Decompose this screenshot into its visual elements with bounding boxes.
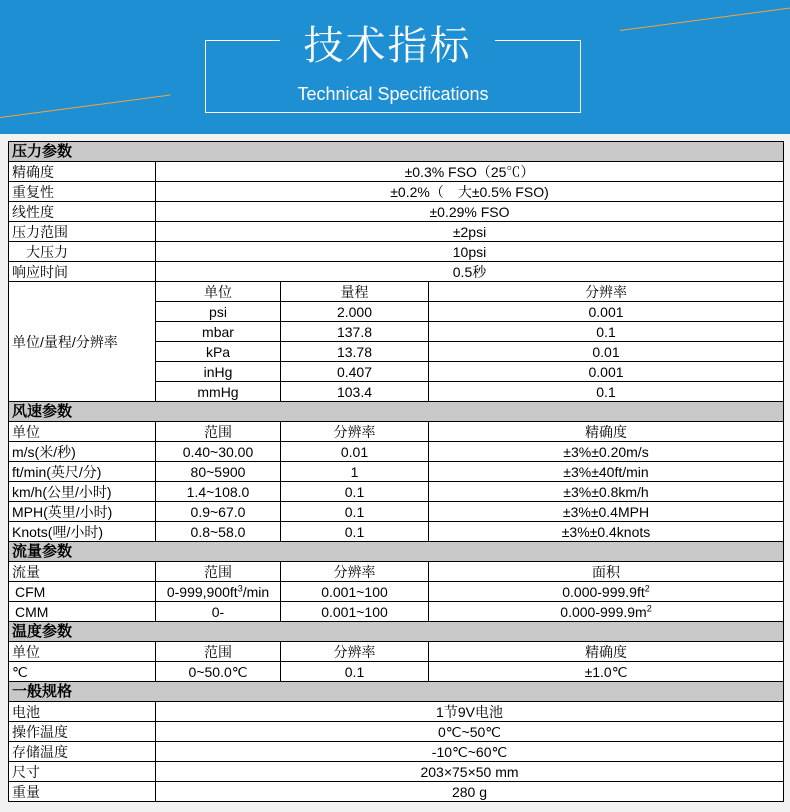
table-row (9, 482, 784, 502)
cell-resolution: 0.1 (281, 482, 429, 502)
cell-unit: MPH(英里/小时) (9, 502, 156, 522)
decorative-line-right (620, 8, 790, 31)
table-row (9, 522, 784, 542)
row-value: 0.5秒 (156, 262, 784, 282)
table-row (9, 582, 784, 602)
cell-unit: kPa (156, 342, 281, 362)
cell-accuracy: ±1.0℃ (429, 662, 784, 682)
cell-range: 80~5900 (156, 462, 281, 482)
cell-accuracy: ±3%±40ft/min (429, 462, 784, 482)
cell-unit: mmHg (156, 382, 281, 402)
cell-resolution: 0.01 (281, 442, 429, 462)
cell-resolution: 0.01 (429, 342, 784, 362)
cell-range: 13.78 (281, 342, 429, 362)
header-banner (0, 0, 790, 134)
cell-range: 0- (156, 602, 281, 622)
cell-range: 0.40~30.00 (156, 442, 281, 462)
table-row (9, 662, 784, 682)
table-row (9, 222, 784, 242)
section-title: 压力参数 (9, 142, 784, 162)
cell-resolution: 0.1 (281, 502, 429, 522)
cell-accuracy: ±3%±0.4MPH (429, 502, 784, 522)
spec-table-wrapper (0, 134, 790, 812)
header-cell: 流量 (9, 562, 156, 582)
row-label: 响应时间 (9, 262, 156, 282)
table-row (9, 422, 784, 442)
section-title: 流量参数 (9, 542, 784, 562)
section-row-pressure (9, 142, 784, 162)
table-row (9, 182, 784, 202)
row-value: 203×75×50 mm (156, 762, 784, 782)
row-label: 大压力 (9, 242, 156, 262)
section-title: 一般规格 (9, 682, 784, 702)
row-label: 存储温度 (9, 742, 156, 762)
cell-accuracy: ±3%±0.4knots (429, 522, 784, 542)
decorative-line-left (0, 95, 171, 118)
cell-unit: mbar (156, 322, 281, 342)
cell-resolution: 0.001~100 (281, 602, 429, 622)
header-cell: 分辨率 (281, 422, 429, 442)
row-value: 0℃~50℃ (156, 722, 784, 742)
range-text: 0-999,900ft (166, 583, 238, 600)
superscript: 3 (237, 582, 243, 593)
cell-range (156, 582, 281, 602)
area-text: 0.000-999.9m (560, 603, 647, 620)
cell-range: 0.8~58.0 (156, 522, 281, 542)
row-label: 重量 (9, 782, 156, 802)
cell-unit: CFM (9, 582, 156, 602)
row-value: ±2psi (156, 222, 784, 242)
row-value: 1节9V电池 (156, 702, 784, 722)
cell-unit: ft/min(英尺/分) (9, 462, 156, 482)
row-label: 电池 (9, 702, 156, 722)
section-title: 温度参数 (9, 622, 784, 642)
header-cell: 分辨率 (281, 562, 429, 582)
superscript: 2 (644, 582, 650, 593)
row-label: 精确度 (9, 162, 156, 182)
table-row (9, 202, 784, 222)
table-row (9, 462, 784, 482)
table-row (9, 442, 784, 462)
cell-resolution: 0.1 (429, 322, 784, 342)
row-value: -10℃~60℃ (156, 742, 784, 762)
table-row (9, 242, 784, 262)
cell-range: 0~50.0℃ (156, 662, 281, 682)
table-row (9, 642, 784, 662)
cell-unit: km/h(公里/小时) (9, 482, 156, 502)
header-cell: 分辨率 (281, 642, 429, 662)
cell-resolution: 0.1 (281, 662, 429, 682)
table-row (9, 502, 784, 522)
table-row (9, 782, 784, 802)
superscript: 2 (646, 602, 652, 613)
page-subtitle: Technical Specifications (297, 84, 489, 104)
header-cell: 精确度 (429, 642, 784, 662)
table-row (9, 262, 784, 282)
table-row (9, 742, 784, 762)
cell-area (429, 602, 784, 622)
header-cell: 单位 (9, 642, 156, 662)
header-cell: 精确度 (429, 422, 784, 442)
table-row (9, 162, 784, 182)
cell-area (429, 582, 784, 602)
row-label: 重复性 (9, 182, 156, 202)
cell-unit: Knots(哩/小时) (9, 522, 156, 542)
cell-unit: psi (156, 302, 281, 322)
cell-unit: ℃ (9, 662, 156, 682)
row-label: 操作温度 (9, 722, 156, 742)
cell-unit: m/s(米/秒) (9, 442, 156, 462)
cell-range: 0.9~67.0 (156, 502, 281, 522)
cell-range: 103.4 (281, 382, 429, 402)
section-row-general (9, 682, 784, 702)
unit-range-resolution-label: 单位/量程/分辨率 (9, 282, 156, 402)
section-row-wind (9, 402, 784, 422)
header-cell: 范围 (156, 562, 281, 582)
table-row (9, 602, 784, 622)
header-cell: 范围 (156, 642, 281, 662)
cell-resolution: 0.1 (281, 522, 429, 542)
header-cell: 分辨率 (429, 282, 784, 302)
header-cell: 范围 (156, 422, 281, 442)
table-row (9, 762, 784, 782)
cell-resolution: 0.001~100 (281, 582, 429, 602)
table-row (9, 722, 784, 742)
header-cell: 量程 (281, 282, 429, 302)
header-cell: 单位 (156, 282, 281, 302)
header-cell: 面积 (429, 562, 784, 582)
row-label: 线性度 (9, 202, 156, 222)
area-text: 0.000-999.9ft (562, 583, 645, 600)
row-value: 10psi (156, 242, 784, 262)
cell-range: 137.8 (281, 322, 429, 342)
row-value: ±0.3% FSO（25℃） (156, 162, 784, 182)
cell-range: 1.4~108.0 (156, 482, 281, 502)
cell-range: 0.407 (281, 362, 429, 382)
row-label: 尺寸 (9, 762, 156, 782)
section-row-flow (9, 542, 784, 562)
row-value: 280 g (156, 782, 784, 802)
cell-range: 2.000 (281, 302, 429, 322)
cell-resolution: 1 (281, 462, 429, 482)
cell-unit: CMM (9, 602, 156, 622)
section-row-temperature (9, 622, 784, 642)
row-label: 压力范围 (9, 222, 156, 242)
cell-resolution: 0.1 (429, 382, 784, 402)
row-value: ±0.2%（ 大±0.5% FSO) (156, 182, 784, 202)
table-row (9, 702, 784, 722)
cell-resolution: 0.001 (429, 302, 784, 322)
cell-resolution: 0.001 (429, 362, 784, 382)
header-cell: 单位 (9, 422, 156, 442)
table-row (9, 282, 784, 302)
cell-accuracy: ±3%±0.20m/s (429, 442, 784, 462)
section-title: 风速参数 (9, 402, 784, 422)
spec-table (8, 141, 784, 802)
cell-unit: inHg (156, 362, 281, 382)
row-value: ±0.29% FSO (156, 202, 784, 222)
cell-accuracy: ±3%±0.8km/h (429, 482, 784, 502)
page-title: 技术指标 (280, 18, 495, 74)
table-row (9, 562, 784, 582)
range-unit: /min (242, 583, 270, 600)
